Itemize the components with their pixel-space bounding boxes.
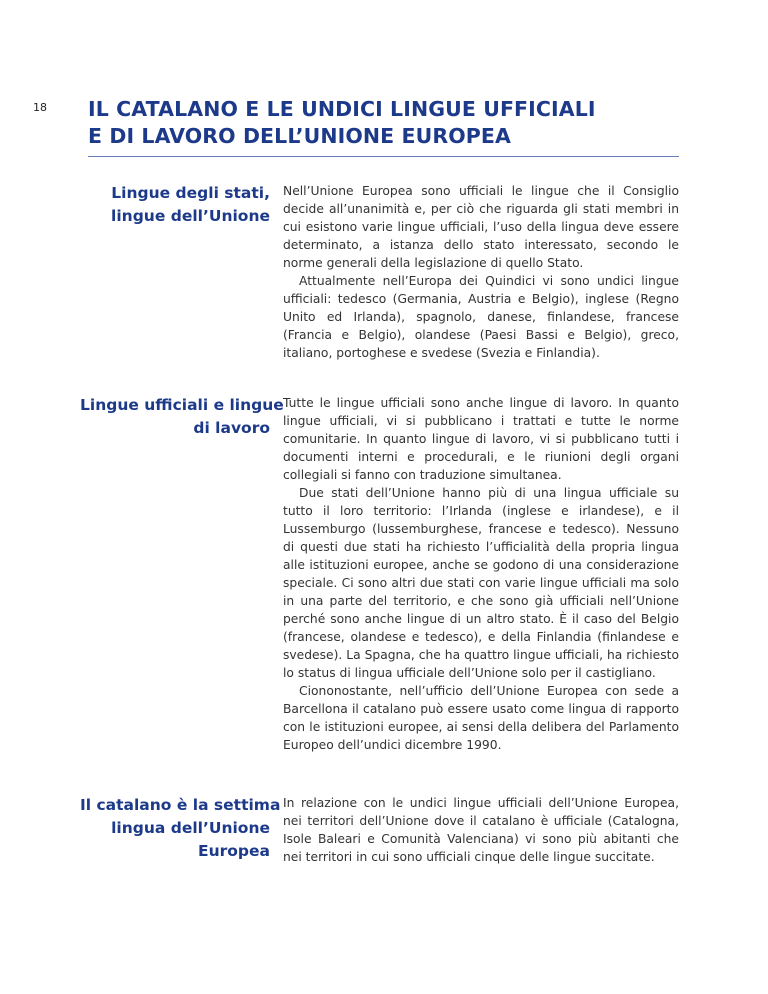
paragraph: In relazione con le undici lingue ufficiali dell’Unione Europea, nei territori dell’Unione dove il catalano è ufficiale (Catalogna, Isole Baleari e Comunità Valenciana) vi sono più abitanti che nei territori in cui sono ufficiali cinque delle lingue succitate. — [283, 796, 679, 864]
section-heading — [80, 394, 284, 440]
paragraph: Tutte le lingue ufficiali sono anche lingue di lavoro. In quanto lingue ufficiali, vi si pubblicano i trattati e tutte le norme comunitarie. In quanto lingue di lavoro, vi si pubblicano tutti i documenti interni e procedurali, e le riunioni degli organi collegiali si fanno con traduzione simultanea. — [283, 396, 679, 482]
chapter-title — [88, 96, 596, 150]
paragraph: Due stati dell’Unione hanno più di una lingua ufficiale su tutto il loro territorio: l’Irlanda (inglese e irlandese), e il Lussemburgo (lussemburghese, francese e tedesco). Nessuno di questi due stati ha richiesto l’ufficialità della propria lingua alle istituzioni europee, anche se godono di una considerazione speciale. Ci sono altri due stati con varie lingue ufficiali ma solo in una parte del territorio, e che sono già ufficiali nell’Unione perché sono anche lingue di un altro stato. È il caso del Belgio (francese, olandese e tedesco), e della Finlandia (finlandese e svedese). La Spagna, che ha quattro lingue ufficiali, ha richiesto lo status di lingua ufficiale dell’Unione solo per il castigliano. — [283, 486, 679, 680]
section-heading-line: Lingue degli stati, — [111, 184, 270, 202]
section-body — [283, 794, 679, 866]
section-heading — [80, 182, 270, 228]
section-heading-line: Lingue ufficiali e lingue — [80, 396, 284, 414]
section-heading-line: di lavoro — [193, 419, 270, 437]
section-body — [283, 394, 679, 754]
page-number: 18 — [33, 101, 47, 114]
section-heading-line: lingua dell’Unione — [111, 819, 270, 837]
section-heading-line: Il catalano è la settima — [80, 796, 281, 814]
paragraph: Nell’Unione Europea sono ufficiali le lingue che il Consiglio decide all’unanimità e, per ciò che riguarda gli stati membri in cui esistono varie lingue ufficiali, l’uso della lingua deve essere determinato, a istanza dello stato interessato, secondo le norme generali della legislazione di quello Stato. — [283, 184, 679, 270]
section-heading-line: lingue dell’Unione — [111, 207, 270, 225]
paragraph: Attualmente nell’Europa dei Quindici vi sono undici lingue ufficiali: tedesco (Germania, Austria e Belgio), inglese (Regno Unito ed Irlanda), spagnolo, danese, finlandese, francese (Francia e Belgio), olandese (Paesi Bassi e Belgio), greco, italiano, portoghese e svedese (Svezia e Finlandia). — [283, 274, 679, 360]
section-body — [283, 182, 679, 362]
section-heading — [80, 794, 281, 863]
section-heading-line: Europea — [198, 842, 270, 860]
title-divider — [88, 156, 679, 157]
paragraph: Ciononostante, nell’ufficio dell’Unione Europea con sede a Barcellona il catalano può essere usato come lingua di rapporto con le istituzioni europee, ai sensi della delibera del Parlamento Europeo dell’undici dicembre 1990. — [283, 684, 679, 752]
chapter-title-line-2: E DI LAVORO DELL’UNIONE EUROPEA — [88, 124, 511, 148]
chapter-title-line-1: IL CATALANO E LE UNDICI LINGUE UFFICIALI — [88, 97, 596, 121]
